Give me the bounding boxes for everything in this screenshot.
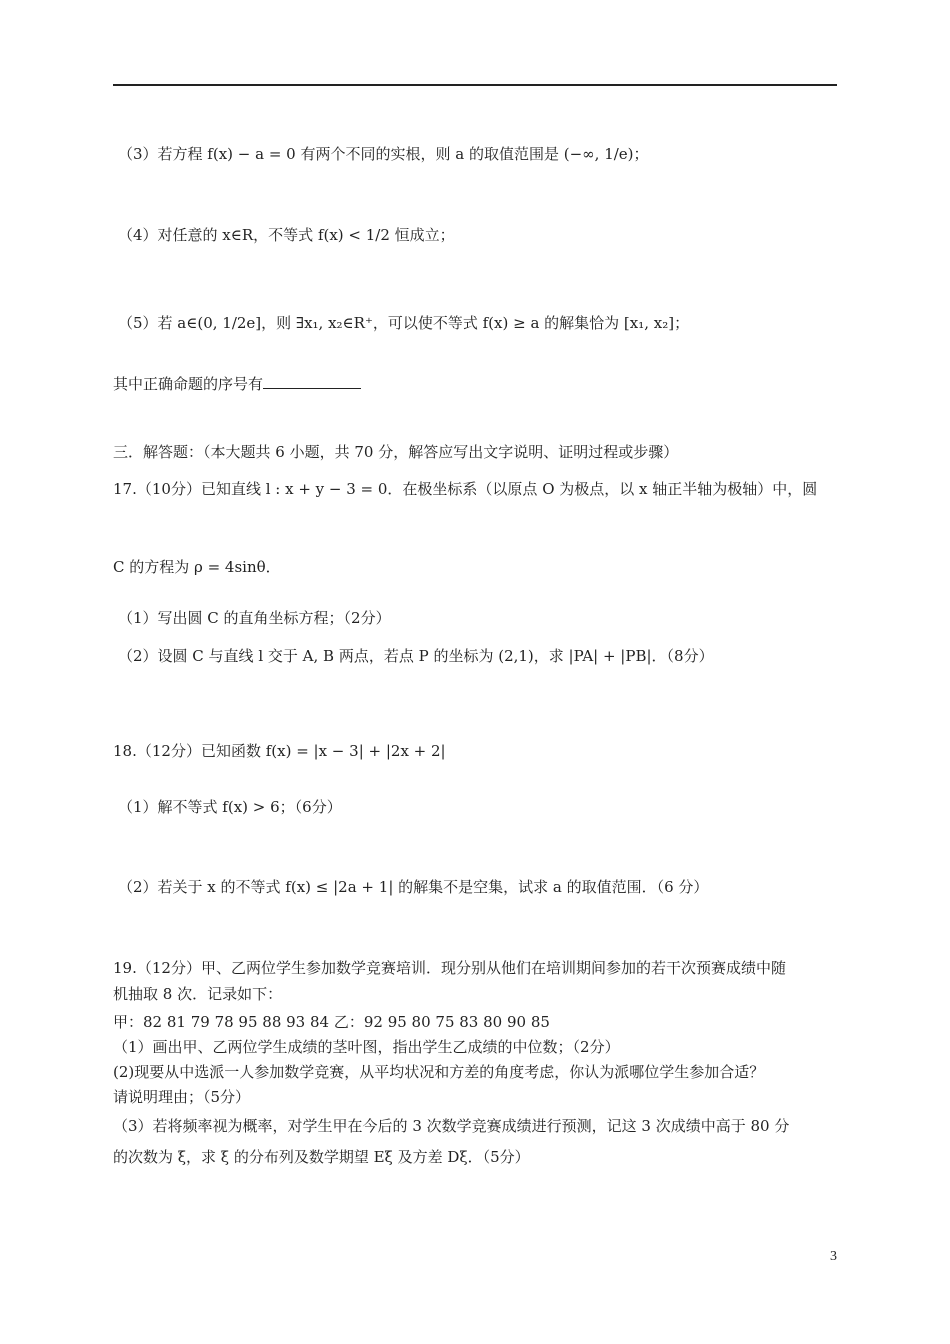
problem-17-part-1: （1）写出圆 C 的直角坐标方程；（2分）: [118, 609, 391, 627]
item-4: （4）对任意的 x∈R，不等式 f(x) < 1/2 恒成立；: [118, 226, 455, 244]
problem-17-stem: 17.（10分）已知直线 l : x + y − 3 = 0．在极坐标系（以原点 O 为极点，以 x 轴正半轴为极轴）中，圆: [113, 480, 818, 498]
problem-19-part-3-cont: 的次数为 ξ，求 ξ 的分布列及数学期望 Eξ 及方差 Dξ．（5分）: [113, 1148, 530, 1166]
problem-17-part-2: （2）设圆 C 与直线 l 交于 A, B 两点，若点 P 的坐标为 (2,1)，求 |PA| + |PB|．（8分）: [118, 647, 714, 665]
problem-19-stem: 19.（12分）甲、乙两位学生参加数学竞赛培训．现分别从他们在培训期间参加的若干次预赛成绩中随: [113, 959, 786, 977]
answer-blank[interactable]: [263, 372, 361, 389]
item-3: （3）若方程 f(x) − a = 0 有两个不同的实根，则 a 的取值范围是 (−∞, 1/e)；: [118, 145, 649, 163]
problem-19-part-2-cont: 请说明理由；（5分）: [113, 1088, 251, 1106]
problem-18-stem: 18.（12分）已知函数 f(x) = |x − 3| + |2x + 2|: [113, 742, 446, 760]
header-rule: [113, 84, 837, 86]
problem-19-part-1: （1）画出甲、乙两位学生成绩的茎叶图，指出学生乙成绩的中位数；（2分）: [113, 1038, 620, 1056]
section-heading: 三．解答题：（本大题共 6 小题，共 70 分，解答应写出文字说明、证明过程或步骤）: [113, 443, 679, 461]
problem-19-part-3: （3）若将频率视为概率，对学生甲在今后的 3 次数学竞赛成绩进行预测，记这 3 次成绩中高于 80 分: [113, 1117, 790, 1135]
problem-19-part-2: (2)现要从中选派一人参加数学竞赛，从平均状况和方差的角度考虑，你认为派哪位学生参加合适？: [113, 1063, 765, 1081]
problem-18-part-2: （2）若关于 x 的不等式 f(x) ≤ |2a + 1| 的解集不是空集，试求 a 的取值范围．（6 分）: [118, 878, 709, 896]
page-number: 3: [830, 1249, 837, 1264]
problem-19-stem-cont: 机抽取 8 次．记录如下：: [113, 985, 283, 1003]
answer-prompt: 其中正确命题的序号有: [113, 372, 361, 395]
problem-17-stem-cont: C 的方程为 ρ = 4sinθ．: [113, 558, 281, 576]
item-5: （5）若 a∈(0, 1/2e]，则 ∃x₁, x₂∈R⁺，可以使不等式 f(x) ≥ a 的解集恰为 [x₁, x₂]；: [118, 314, 690, 332]
problem-18-part-1: （1）解不等式 f(x) > 6；（6分）: [118, 798, 342, 816]
score-data: 甲：82 81 79 78 95 88 93 84 乙：92 95 80 75 83 80 90 85: [113, 1013, 550, 1031]
